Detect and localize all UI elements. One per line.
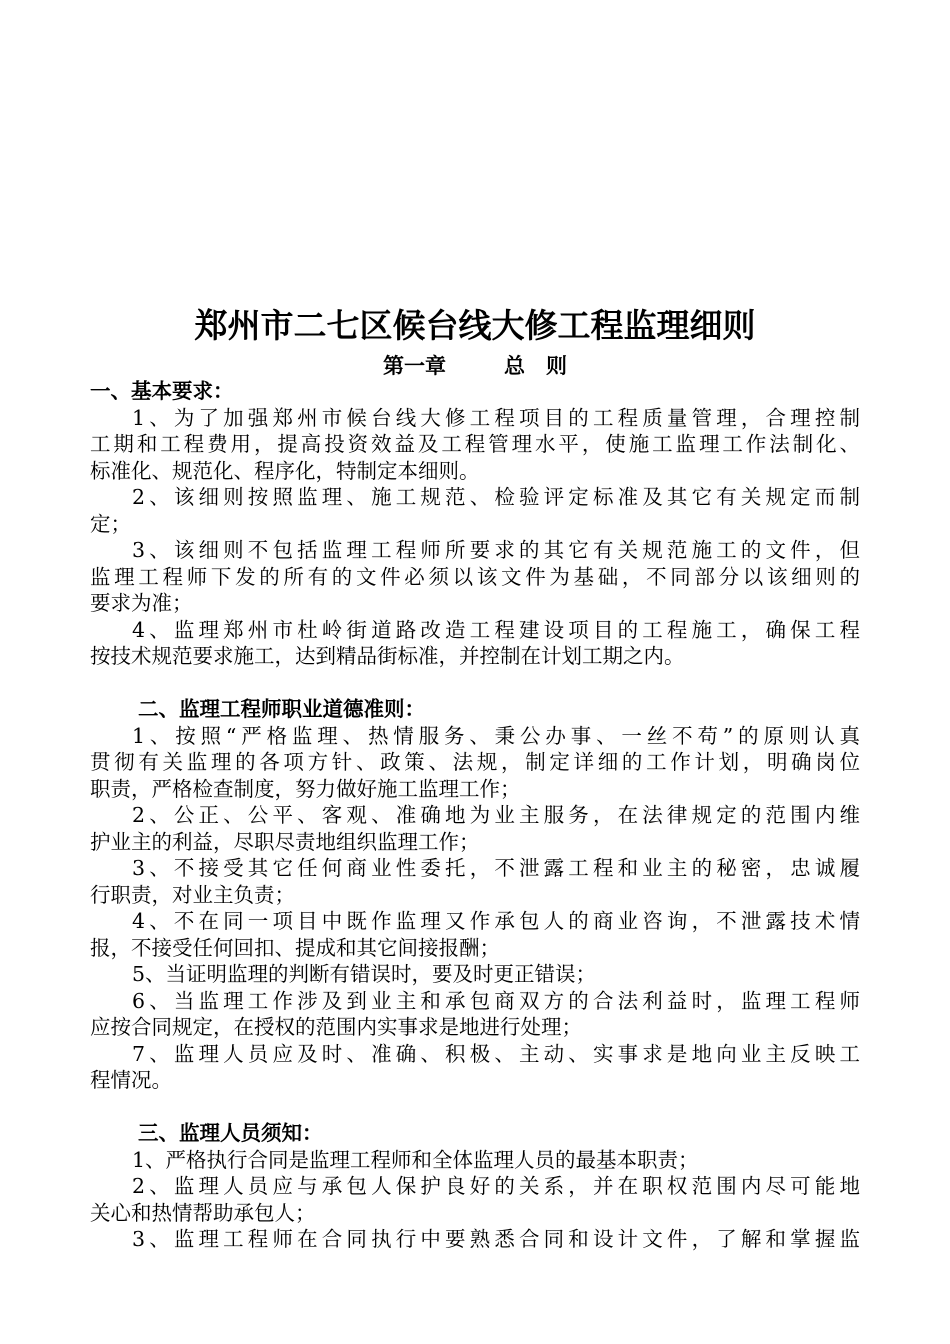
chapter-title: 总 则 (504, 354, 567, 378)
paragraph-line: 工期和工程费用，提高投资效益及工程管理水平，使施工监理工作法制化、 (90, 432, 860, 456)
paragraph-line: 职责，严格检查制度，努力做好施工监理工作； (90, 776, 521, 801)
paragraph-line: 定； (90, 511, 131, 536)
section-heading: 三、监理人员须知： (138, 1121, 323, 1145)
paragraph-line: 报，不接受任何回扣、提成和其它间接报酬； (90, 935, 500, 960)
document-body (90, 378, 860, 1253)
paragraph-line: 2、公正、公平、客观、准确地为业主服务，在法律规定的范围内维 (132, 803, 860, 827)
paragraph-line: 3、不接受其它任何商业性委托，不泄露工程和业主的秘密，忠诚履 (132, 856, 860, 880)
paragraph-line: 4、监理郑州市杜岭街道路改造工程建设项目的工程施工，确保工程 (132, 617, 860, 642)
paragraph-line: 监理工程师下发的所有的文件必须以该文件为基础，不同部分以该细则的 (90, 564, 860, 589)
document-title: 郑州市二七区候台线大修工程监理细则 (194, 306, 756, 345)
paragraph-line: 3、监理工程师在合同执行中要熟悉合同和设计文件，了解和掌握监 (132, 1227, 860, 1251)
paragraph-line: 2、该细则按照监理、施工规范、检验评定标准及其它有关规定而制 (132, 485, 860, 509)
paragraph-line: 3、该细则不包括监理工程师所要求的其它有关规范施工的文件，但 (132, 538, 860, 562)
paragraph-line: 1、按照“严格监理、热情服务、秉公办事、一丝不苟”的原则认真 (132, 723, 860, 748)
paragraph-line: 关心和热情帮助承包人； (90, 1200, 316, 1225)
paragraph-line: 1、严格执行合同是监理工程师和全体监理人员的最基本职责； (132, 1147, 699, 1172)
paragraph-line: 7、监理人员应及时、准确、积极、主动、实事求是地向业主反映工 (132, 1041, 860, 1066)
paragraph-line: 要求为准； (90, 591, 193, 615)
paragraph-line: 按技术规范要求施工，达到精品街标准，并控制在计划工期之内。 (90, 644, 685, 668)
paragraph-line: 贯彻有关监理的各项方针、政策、法规，制定详细的工作计划，明确岗位 (90, 750, 860, 774)
paragraph-line: 护业主的利益，尽职尽责地组织监理工作； (90, 829, 480, 854)
paragraph-line: 应按合同规定，在授权的范围内实事求是地进行处理； (90, 1015, 582, 1039)
paragraph-line: 1、为了加强郑州市候台线大修工程项目的工程质量管理，合理控制 (132, 405, 860, 430)
section-heading: 二、监理工程师职业道德准则： (138, 697, 425, 721)
paragraph-line: 行职责，对业主负责； (90, 882, 295, 907)
paragraph-line: 程情况。 (90, 1068, 172, 1092)
paragraph-line: 标准化、规范化、程序化，特制定本细则。 (90, 458, 480, 483)
chapter-heading (0, 352, 950, 380)
paragraph-line: 2、监理人员应与承包人保护良好的关系，并在职权范围内尽可能地 (132, 1174, 860, 1198)
paragraph-line: 5、当证明监理的判断有错误时，要及时更正错误； (132, 962, 597, 986)
paragraph-line: 4、不在同一项目中既作监理又作承包人的商业咨询，不泄露技术情 (132, 909, 860, 933)
chapter-label: 第一章 (383, 354, 446, 378)
section-heading: 一、基本要求： (90, 379, 234, 403)
paragraph-line: 6、当监理工作涉及到业主和承包商双方的合法利益时，监理工程师 (132, 988, 860, 1013)
